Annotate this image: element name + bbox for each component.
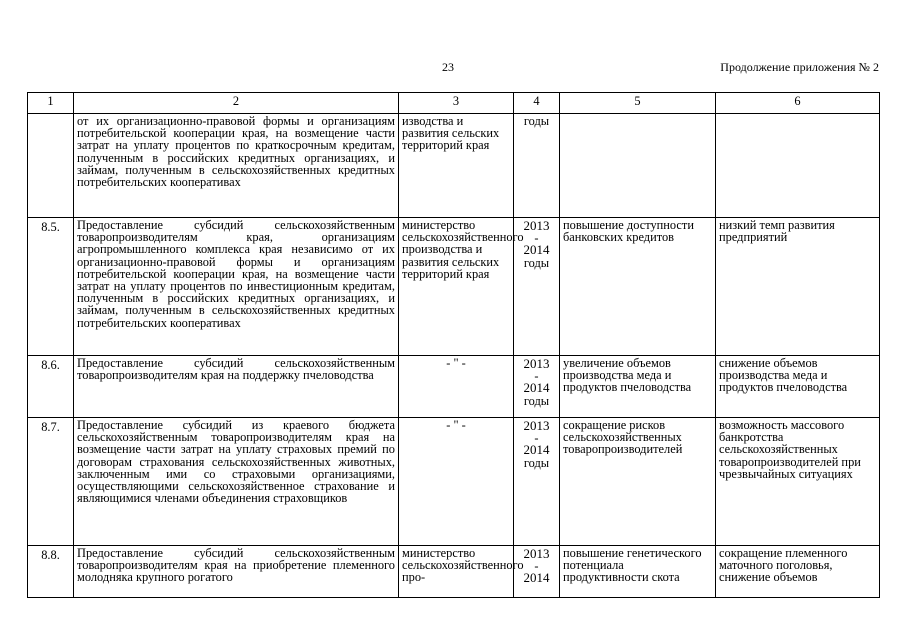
executor-cell: министерство сельскохозяйственного про- bbox=[399, 546, 514, 598]
column-header: 2 bbox=[74, 93, 399, 114]
result-cell: увеличение объемов производства меда и продуктов пчеловодства bbox=[560, 356, 716, 418]
continuation-label: Продолжение приложения № 2 bbox=[720, 60, 879, 74]
period-suffix: годы bbox=[523, 256, 550, 270]
table-header-row bbox=[28, 93, 880, 114]
period-end: 2014 bbox=[523, 570, 550, 585]
period-start: 2013 bbox=[523, 356, 550, 371]
consequence-cell bbox=[716, 114, 880, 218]
period-suffix: годы bbox=[523, 114, 550, 128]
period-start: 2013 bbox=[523, 218, 550, 233]
period-dash: - bbox=[534, 559, 539, 573]
period-dash: - bbox=[534, 369, 539, 383]
column-header: 5 bbox=[560, 93, 716, 114]
column-header: 4 bbox=[514, 93, 560, 114]
column-header: 3 bbox=[399, 93, 514, 114]
row-number: 8.8. bbox=[28, 546, 74, 598]
consequence-cell: сокращение племенного маточного поголовья, снижение объемов bbox=[716, 546, 880, 598]
column-header: 1 bbox=[28, 93, 74, 114]
executor-cell: - " - bbox=[399, 418, 514, 546]
appendix-table bbox=[27, 92, 880, 598]
table-row bbox=[28, 546, 880, 598]
row-number: 8.6. bbox=[28, 356, 74, 418]
result-cell: повышение генетического потенциала продуктивности скота bbox=[560, 546, 716, 598]
page-number: 23 bbox=[442, 60, 454, 74]
executor-cell: министерство сельскохозяйственного производства и развития сельских территорий края bbox=[399, 218, 514, 356]
period-start: 2013 bbox=[523, 546, 550, 561]
table-row bbox=[28, 418, 880, 546]
measure-description: Предоставление субсидий из краевого бюджета сельскохозяйственным товаропроизводителям края на возмещение части затрат на уплату страховых премий по договорам страхования сельскохозяйственных животных, заключенным ими со страховыми организациями, осуществляющими сельскохозяйственное страхование и являющимися членами объединения страховщиков bbox=[74, 418, 399, 546]
period-end: 2014 bbox=[523, 442, 550, 457]
measure-description: от их организационно-правовой формы и организациям потребительской кооперации края, на возмещение части затрат на уплату процентов по краткосрочным кредитам, полученным в российских кредитных организациях, и займам, полученным в сельскохозяйственных кредитных потребительских кооперативах bbox=[74, 114, 399, 218]
measure-description: Предоставление субсидий сельскохозяйственным товаропроизводителям края, организациям агропромышленного комплекса края независимо от их организационно-правовой формы и организациям потребительской кооперации края, на возмещение части затрат на уплату процентов по инвестиционным кредитам, полученным в российских кредитных организациях, и займам, полученным в сельскохозяйственных кредитных потребительских кооперативах bbox=[74, 218, 399, 356]
result-cell: повышение доступности банковских кредитов bbox=[560, 218, 716, 356]
consequence-cell: возможность массового банкротства сельскохозяйственных товаропроизводителей при чрезвычайных ситуациях bbox=[716, 418, 880, 546]
period-cell bbox=[514, 356, 560, 418]
result-cell: сокращение рисков сельскохозяйственных товаропроизводителей bbox=[560, 418, 716, 546]
table-row bbox=[28, 356, 880, 418]
period-dash: - bbox=[534, 231, 539, 245]
period-suffix: годы bbox=[523, 394, 550, 408]
measure-description: Предоставление субсидий сельскохозяйственным товаропроизводителям края на приобретение племенного молодняка крупного рогатого bbox=[74, 546, 399, 598]
period-end: 2014 bbox=[523, 242, 550, 257]
row-number: 8.5. bbox=[28, 218, 74, 356]
table-row bbox=[28, 218, 880, 356]
table-row bbox=[28, 114, 880, 218]
column-header: 6 bbox=[716, 93, 880, 114]
executor-cell: - " - bbox=[399, 356, 514, 418]
consequence-cell: низкий темп развития предприятий bbox=[716, 218, 880, 356]
period-dash: - bbox=[534, 431, 539, 445]
period-cell bbox=[514, 114, 560, 218]
measure-description: Предоставление субсидий сельскохозяйственным товаропроизводителям края на поддержку пчеловодства bbox=[74, 356, 399, 418]
period-start: 2013 bbox=[523, 418, 550, 433]
period-cell bbox=[514, 418, 560, 546]
period-end: 2014 bbox=[523, 380, 550, 395]
row-number: 8.7. bbox=[28, 418, 74, 546]
consequence-cell: снижение объемов производства меда и продуктов пчеловодства bbox=[716, 356, 880, 418]
executor-cell: изводства и развития сельских территорий края bbox=[399, 114, 514, 218]
row-number bbox=[28, 114, 74, 218]
result-cell bbox=[560, 114, 716, 218]
period-suffix: годы bbox=[523, 456, 550, 470]
